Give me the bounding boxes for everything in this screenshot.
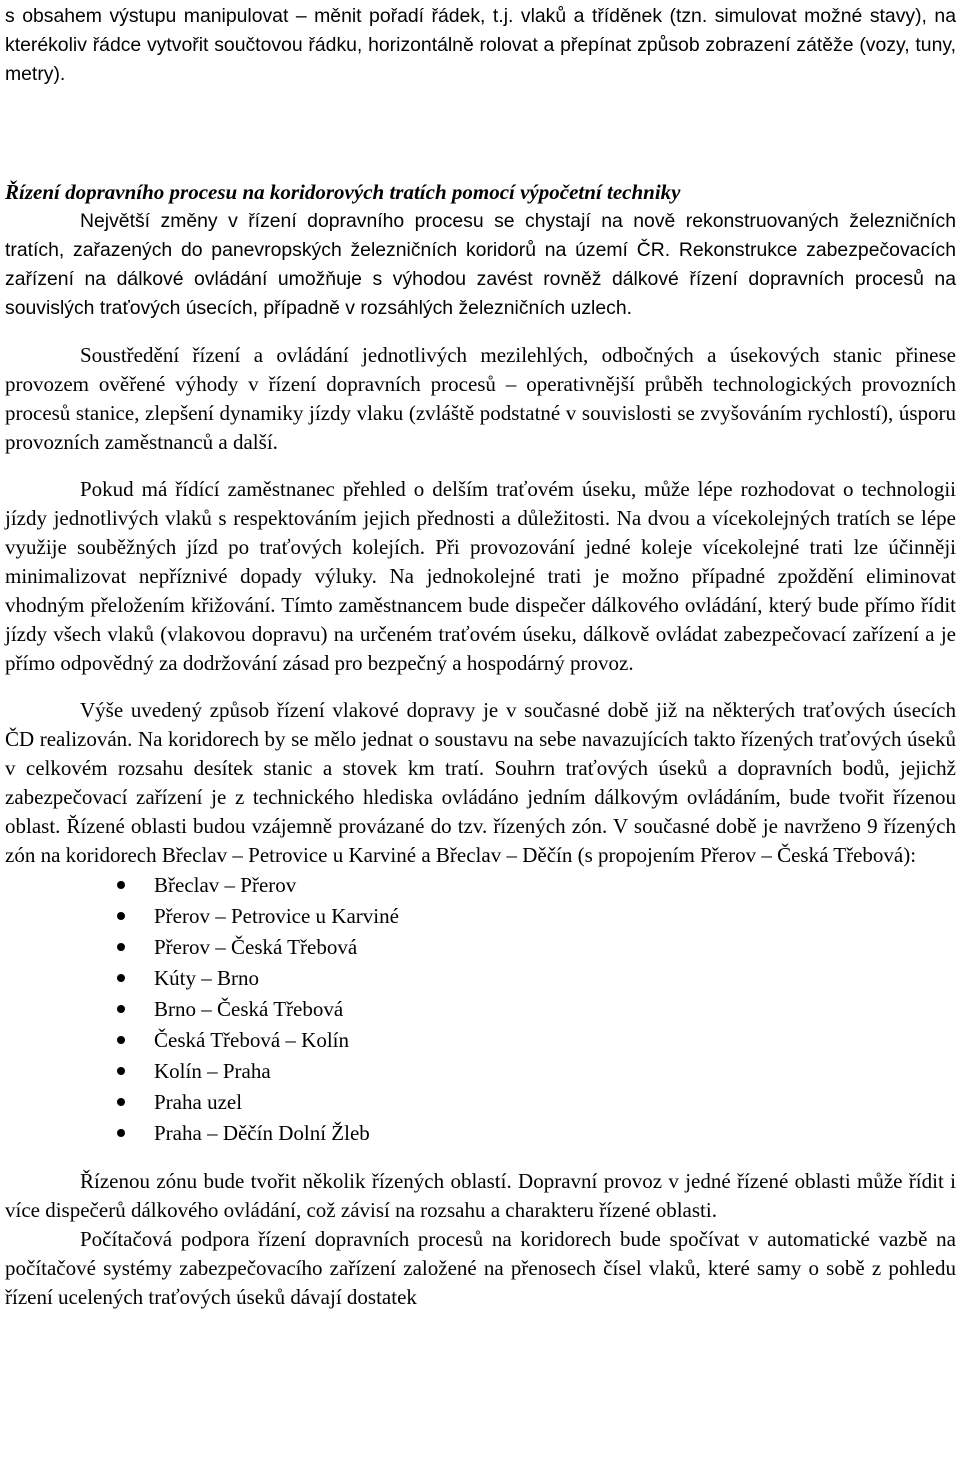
- paragraph-controlled-zones: Výše uvedený způsob řízení vlakové dopravy je v současné době již na některých traťových úsecích ČD realizován. Na koridorech by se mělo jednat o soustavu na sebe navazujících takto řízených traťových úseků v celkovém rozsahu desítek stanic a stovek km tratí. Souhrn traťových úseků a dopravních bodů, jejichž zabezpečovací zařízení je z technického hlediska ovládáno jedním dálkovým ovládáním, bude tvořit řízenou oblast. Řízené oblasti budou vzájemně provázané do tzv. řízených zón. V současné době je navrženo 9 řízených zón na koridorech Břeclav – Petrovice u Karviné a Břeclav – Děčín (s propojením Přerov – Česká Třebová):: [5, 698, 956, 867]
- list-item: Kúty – Brno: [117, 963, 956, 994]
- section-heading: Řízení dopravního procesu na koridorových tratích pomocí výpočetní techniky: [5, 180, 681, 204]
- list-item: Praha uzel: [117, 1087, 956, 1118]
- paragraph-computer-support: Počítačová podpora řízení dopravních procesů na koridorech bude spočívat v automatické vazbě na počítačové systémy zabezpečovacího zařízení založené na přenosech čísel vlaků, které samy o sobě z pohledu řízení ucelených traťových úseků dávají dostatek: [5, 1227, 956, 1309]
- paragraph-railway-corridors: Největší změny v řízení dopravního procesu se chystají na nově rekonstruovaných železničních tratích, zařazených do panevropských železničních koridorů na území ČR. Rekonstrukce zabezpečovacích zařízení na dálkové ovládání umožňuje s výhodou zavést rovněž dálkové řízení dopravních procesů na souvislých traťových úsecích, případně v rozsáhlých železničních uzlech.: [5, 210, 956, 319]
- list-item: Praha – Děčín Dolní Žleb: [117, 1118, 956, 1149]
- intro-paragraph: s obsahem výstupu manipulovat – měnit pořadí řádek, t.j. vlaků a tříděnek (tzn. simulovat možné stavy), na kterékoliv řádce vytvořit součtovou řádku, horizontálně rolovat a přepínat způsob zobrazení zátěže (vozy, tuny, metry).: [5, 5, 956, 85]
- list-item: Břeclav – Přerov: [117, 870, 956, 901]
- list-item: Kolín – Praha: [117, 1056, 956, 1087]
- list-item: Česká Třebová – Kolín: [117, 1025, 956, 1056]
- list-item: Přerov – Petrovice u Karviné: [117, 901, 956, 932]
- list-item: Brno – Česká Třebová: [117, 994, 956, 1025]
- paragraph-centralized-control: Soustředění řízení a ovládání jednotlivých mezilehlých, odbočných a úsekových stanic přinese provozem ověřené výhody v řízení dopravních procesů – operativnější průběh technologických provozních procesů stanice, zlepšení dynamiky jízdy vlaku (zvláště podstatné v souvislosti se zvyšováním rychlostí), úsporu provozních zaměstnanců a další.: [5, 343, 956, 454]
- zone-list: [5, 870, 956, 1149]
- paragraph-controlled-areas: Řízenou zónu bude tvořit několik řízených oblastí. Dopravní provoz v jedné řízené oblasti může řídit i více dispečerů dálkového ovládání, což závisí na rozsahu a charakteru řízené oblasti.: [5, 1169, 956, 1222]
- list-item: Přerov – Česká Třebová: [117, 932, 956, 963]
- paragraph-dispatcher: Pokud má řídící zaměstnanec přehled o delším traťovém úseku, může lépe rozhodovat o technologii jízdy jednotlivých vlaků s respektováním jejich přednosti a důležitosti. Na dvou a vícekolejných tratích se lépe využije souběžných jízd po traťových kolejích. Při provozování jedné koleje vícekolejné trati lze účinněji minimalizovat nepříznivé dopady výluky. Na jednokolejné trati je možno případné zpoždění eliminovat vhodným přeložením křižování. Tímto zaměstnancem bude dispečer dálkového ovládání, který bude přímo řídit jízdy všech vlaků (vlakovou dopravu) na určeném traťovém úseku, dálkově ovládat zabezpečovací zařízení a je přímo odpovědný za dodržování zásad pro bezpečný a hospodárný provoz.: [5, 477, 956, 675]
